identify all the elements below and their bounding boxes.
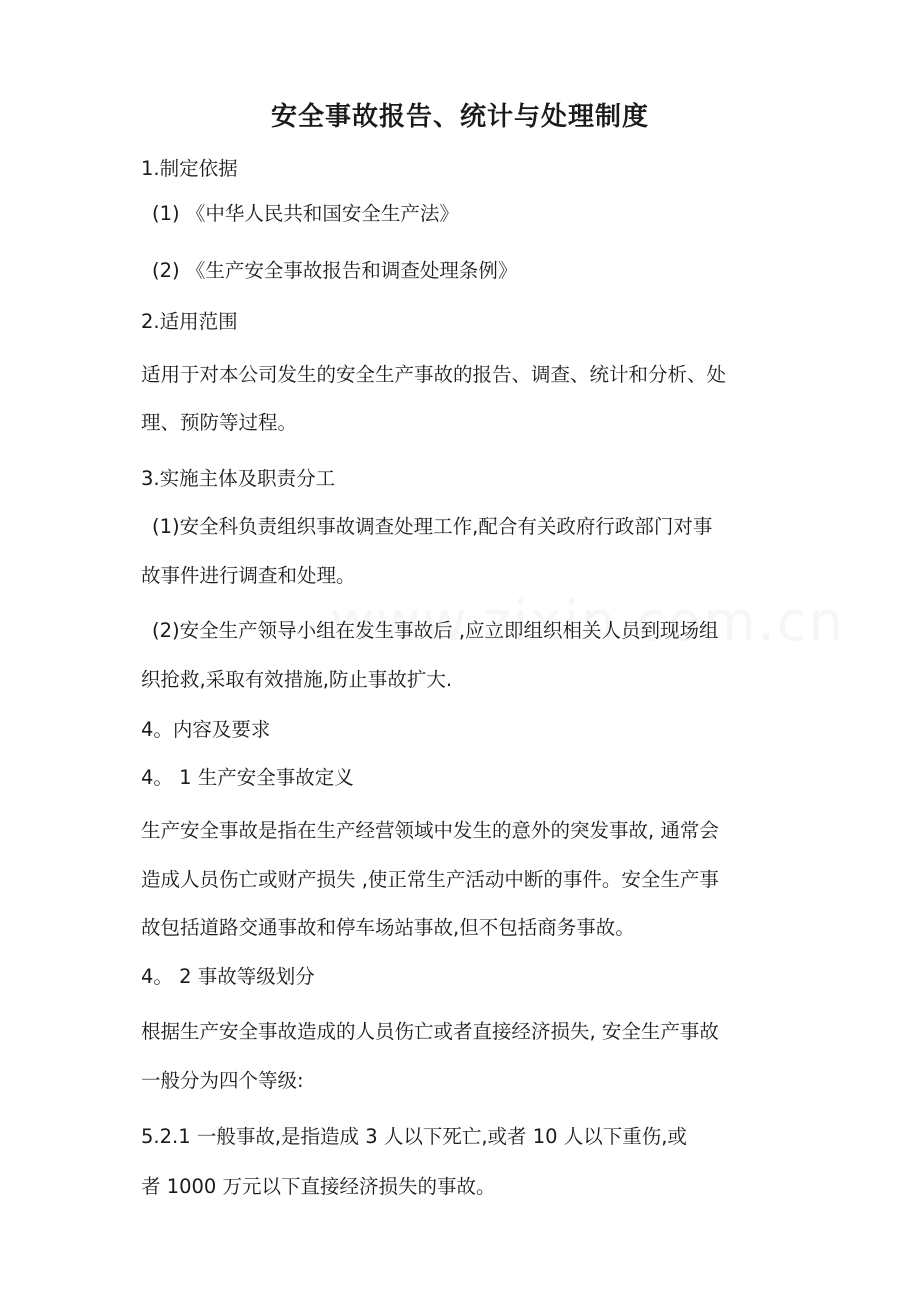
paragraph-line: 故包括道路交通事故和停车场站事故,但不包括商务事故。	[141, 916, 635, 939]
paragraph-line: (2)安全生产领导小组在发生事故后 ,应立即组织相关人员到现场组	[152, 619, 719, 642]
basis-item-2: (2) 《生产安全事故报告和调查处理条例》	[152, 259, 518, 282]
paragraph-line: 根据生产安全事故造成的人员伤亡或者直接经济损失, 安全生产事故	[141, 1020, 719, 1043]
paragraph-line: 理、预防等过程。	[141, 411, 298, 434]
section-heading-basis: 1.制定依据	[141, 157, 238, 180]
paragraph-line: 织抢救,采取有效措施,防止事故扩大.	[141, 668, 453, 691]
subsection-heading-levels: 4。 2 事故等级划分	[141, 965, 315, 988]
paragraph-line: 者 1000 万元以下直接经济损失的事故。	[141, 1175, 496, 1198]
paragraph-line: 造成人员伤亡或财产损失 ,使正常生产活动中断的事件。安全生产事	[141, 868, 719, 891]
document-title: 安全事故报告、统计与处理制度	[270, 102, 649, 132]
paragraph-line: (1)安全科负责组织事故调查处理工作,配合有关政府行政部门对事	[152, 515, 713, 538]
paragraph-line: 适用于对本公司发生的安全生产事故的报告、调查、统计和分析、处	[141, 363, 727, 386]
paragraph-line: 故事件进行调查和处理。	[141, 564, 356, 587]
section-heading-requirements: 4。内容及要求	[141, 718, 271, 741]
paragraph-line: 生产安全事故是指在生产经营领域中发生的意外的突发事故, 通常会	[141, 819, 719, 842]
paragraph-line: 一般分为四个等级:	[141, 1069, 304, 1092]
section-heading-responsibility: 3.实施主体及职责分工	[141, 467, 336, 490]
section-heading-scope: 2.适用范围	[141, 310, 238, 333]
basis-item-1: (1) 《中华人民共和国安全生产法》	[152, 202, 459, 225]
paragraph-line: 5.2.1 一般事故,是指造成 3 人以下死亡,或者 10 人以下重伤,或	[141, 1125, 687, 1148]
subsection-heading-definition: 4。 1 生产安全事故定义	[141, 766, 354, 789]
